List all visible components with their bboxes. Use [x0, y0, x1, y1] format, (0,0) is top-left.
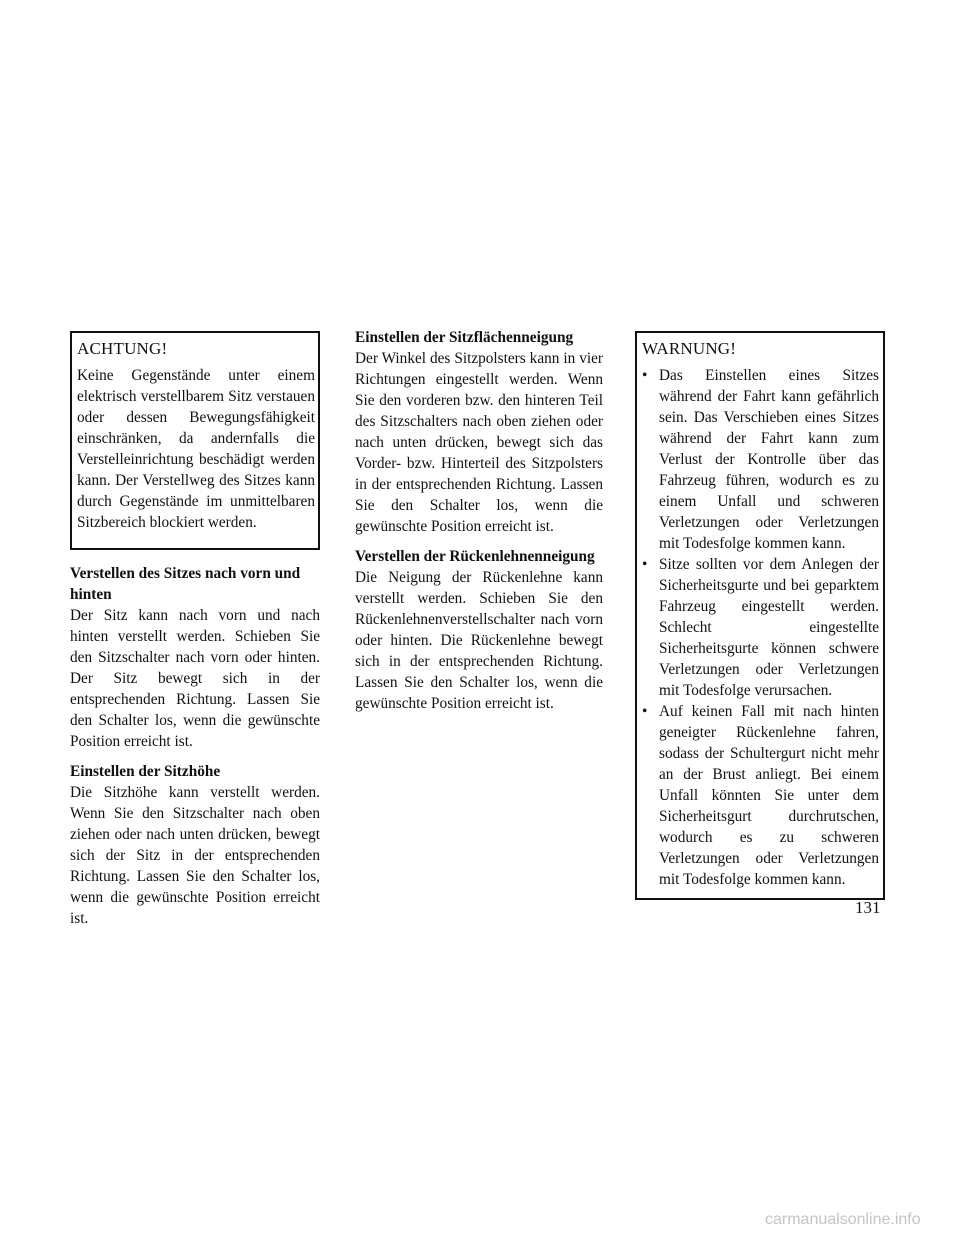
- warning-list: [642, 365, 879, 890]
- caution-title: ACHTUNG!: [77, 339, 168, 358]
- section-text-tilt: Der Winkel des Sitzpolsters kann in vier Richtungen eingestellt werden. Wenn Sie den vorderen bzw. den hinteren Teil des Sitzschalters nach oben ziehen oder nach unten drücken, bewegt sich das Vorder- bzw. Hinterteil des Sitzpolsters in der entsprechenden Richtung. Lassen Sie den Schalter los, wenn die gewünschte Position erreicht ist.: [355, 350, 603, 535]
- page-number: 131: [855, 898, 881, 917]
- caution-text: Keine Gegenstände unter einem elektrisch verstellbarem Sitz verstauen oder dessen Bewegungsfähigkeit einschränken, da andernfalls die Verstelleinrichtung beschädigt werden kann. Der Verstellweg des Sitzes kann durch Gegenstände im unmittelbaren Sitzbereich blockiert werden.: [77, 367, 315, 531]
- bullet-icon: •: [642, 703, 648, 720]
- bullet-icon: •: [642, 367, 648, 384]
- warning-item: [642, 554, 879, 701]
- right-column: [635, 331, 885, 900]
- bullet-icon: •: [642, 556, 648, 573]
- warning-title: WARNUNG!: [642, 339, 737, 358]
- caution-box: [70, 331, 320, 550]
- warning-item-text: Auf keinen Fall mit nach hinten geneigter Rückenlehne fahren, sodass der Schultergurt nicht mehr an der Brust anliegt. Bei einem Unfall könnten Sie unter dem Sicherheitsgurt durchrutschen, wodurch es zu schweren Verletzungen oder Verletzungen mit Todesfolge kommen kann.: [659, 703, 879, 888]
- section-heading-tilt: Einstellen der Sitzflächenneigung: [355, 329, 574, 346]
- section-heading-recline: Verstellen der Rückenlehnenneigung: [355, 548, 595, 565]
- warning-item-text: Das Einstellen eines Sitzes während der Fahrt kann gefährlich sein. Das Verschieben eines Sitzes während der Fahrt kann zum Verlust der Kontrolle über das Fahrzeug führen, wodurch es zu einem Unfall und schweren Verletzungen oder Verletzungen mit Todesfolge kommen kann.: [659, 367, 879, 552]
- section-heading-height: Einstellen der Sitzhöhe: [70, 763, 221, 780]
- watermark: carmanualsonline.info: [765, 1211, 921, 1228]
- warning-item: [642, 365, 879, 554]
- section-heading-fore-aft: Verstellen des Sitzes nach vorn und hinten: [70, 565, 301, 603]
- left-column: [70, 331, 320, 938]
- section-text-fore-aft: Der Sitz kann nach vorn und nach hinten verstellt werden. Schieben Sie den Sitzschalter nach vorn oder hinten. Der Sitz bewegt sich in der entsprechenden Richtung. Lassen Sie den Schalter los, wenn die gewünschte Position erreicht ist.: [70, 607, 320, 750]
- section-text-height: Die Sitzhöhe kann verstellt werden. Wenn Sie den Sitzschalter nach oben ziehen oder nach unten drücken, bewegt sich der Sitz in der entsprechenden Richtung. Lassen Sie den Schalter los, wenn die gewünschte Position erreicht ist.: [70, 784, 320, 927]
- warning-item: [642, 701, 879, 890]
- warning-box: [635, 331, 885, 900]
- middle-column: [355, 327, 603, 723]
- section-text-recline: Die Neigung der Rückenlehne kann verstellt werden. Schieben Sie den Rückenlehnenverstellschalter nach vorn oder hinten. Die Rückenlehne bewegt sich in der entsprechenden Richtung. Lassen Sie den Schalter los, wenn die gewünschte Position erreicht ist.: [355, 569, 603, 712]
- warning-item-text: Sitze sollten vor dem Anlegen der Sicherheitsgurte und bei geparktem Fahrzeug eingestellt werden. Schlecht eingestellte Sicherheitsgurte können schwere Verletzungen oder Verletzungen mit Todesfolge verursachen.: [659, 556, 879, 699]
